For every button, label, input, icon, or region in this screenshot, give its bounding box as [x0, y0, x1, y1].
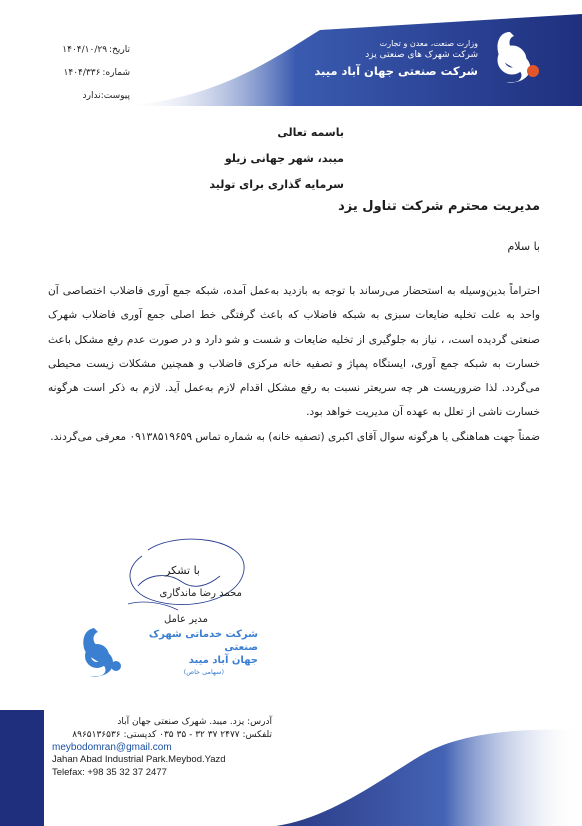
number-label: شماره: [102, 68, 130, 78]
signer-title: مدیر عامل [163, 614, 208, 625]
number-row [40, 67, 130, 80]
ministry-name: وزارت صنعت، معدن و تجارت [379, 39, 478, 48]
greeting: با سلام [507, 240, 540, 253]
attachment-row [40, 90, 130, 103]
stamp-line-3: (سهامی خاص) [183, 668, 224, 676]
attachment-label: پیوست:ندارد [82, 91, 130, 101]
body-paragraph-1: احتراماً بدین‌وسیله به استحضار می‌رساند با توجه به بازدید به‌عمل آمده، شبکه جمع آوری فاضلاب اختصاصی آن واحد به علت تخلیه ضایعات سبزی به شبکه فاضلاب که باعث گرفتگی خط اصلی جمع آوری فاضلاب شهرک صنعتی گردیده است، ، نیاز به جلوگیری از تخلیه ضایعات و شست و شو دارد و در صورت عدم رفع مشکل باعث خسارت به شبکه جمع آوری، ایستگاه پمپاژ و تصفیه خانه مرکزی فاضلاب و همچنین مشکلات زیست محیطی می‌گردد. لذا ضروریست هر چه سریعتر نسبت به رفع مشکل اقدام لازم به‌عمل آید. لازم به ذکر است هرگونه خسارت ناشی از تعلل به عهده آن مدیریت خواهد بود. [48, 285, 540, 419]
salutation-block [164, 120, 344, 198]
stamp-line-2: جهان آباد میبد [188, 655, 258, 666]
date-label: تاریخ: [109, 45, 130, 55]
date-value: ۱۴۰۴/۱۰/۲۹ [62, 45, 108, 55]
company-logo-icon [492, 26, 552, 86]
header-organization [238, 38, 478, 80]
signer-name: محمد رضا ماندگاری [159, 588, 242, 599]
footer-address-en: Jahan Abad Industrial Park.Meybod.Yazd [52, 754, 226, 765]
body-paragraph-2: ضمناً جهت هماهنگی یا هرگونه سوال آقای اکبری (تصفیه خانه) به شماره تماس ۰۹۱۳۸۵۱۹۶۵۹ معرفی می‌گردند. [50, 430, 540, 443]
slogan-line-2: سرمایه گذاری برای تولید [209, 178, 344, 191]
footer-address-fa: آدرس: یزد. میبد. شهرک صنعتی جهان آباد [117, 717, 272, 727]
footer-email[interactable]: meybodomran@gmail.com [52, 742, 172, 753]
letter-body [48, 279, 540, 449]
recipient: مدیریت محترم شرکت تناول یزد [338, 199, 540, 214]
number-value: ۱۴۰۴/۳۳۶ [63, 68, 101, 78]
holding-name: شرکت شهرک های صنعتی یزد [365, 50, 478, 60]
stamp-text [118, 628, 258, 678]
signature-thanks: با تشکر [165, 564, 200, 577]
date-row [40, 44, 130, 57]
footer-contact [52, 716, 272, 779]
stamp-line-1: شرکت خدماتی شهرک صنعتی [148, 629, 258, 653]
slogan-line-1: میبد، شهر جهانی زیلو [224, 152, 344, 165]
company-stamp [80, 622, 280, 684]
letter-meta [40, 44, 130, 113]
company-name: شرکت صنعتی جهان آباد میبد [314, 64, 478, 78]
invocation: باسمه تعالی [277, 126, 344, 139]
footer-telefax: Telefax: +98 35 32 37 2477 [52, 767, 167, 778]
footer-phone-fa: تلفکس: ۲۴۷۷ ۳۷ ۳۲ - ۳۵ ۰۳۵ کدپستی: ۸۹۶۵۱۳۶۵۳۶ [72, 730, 272, 740]
